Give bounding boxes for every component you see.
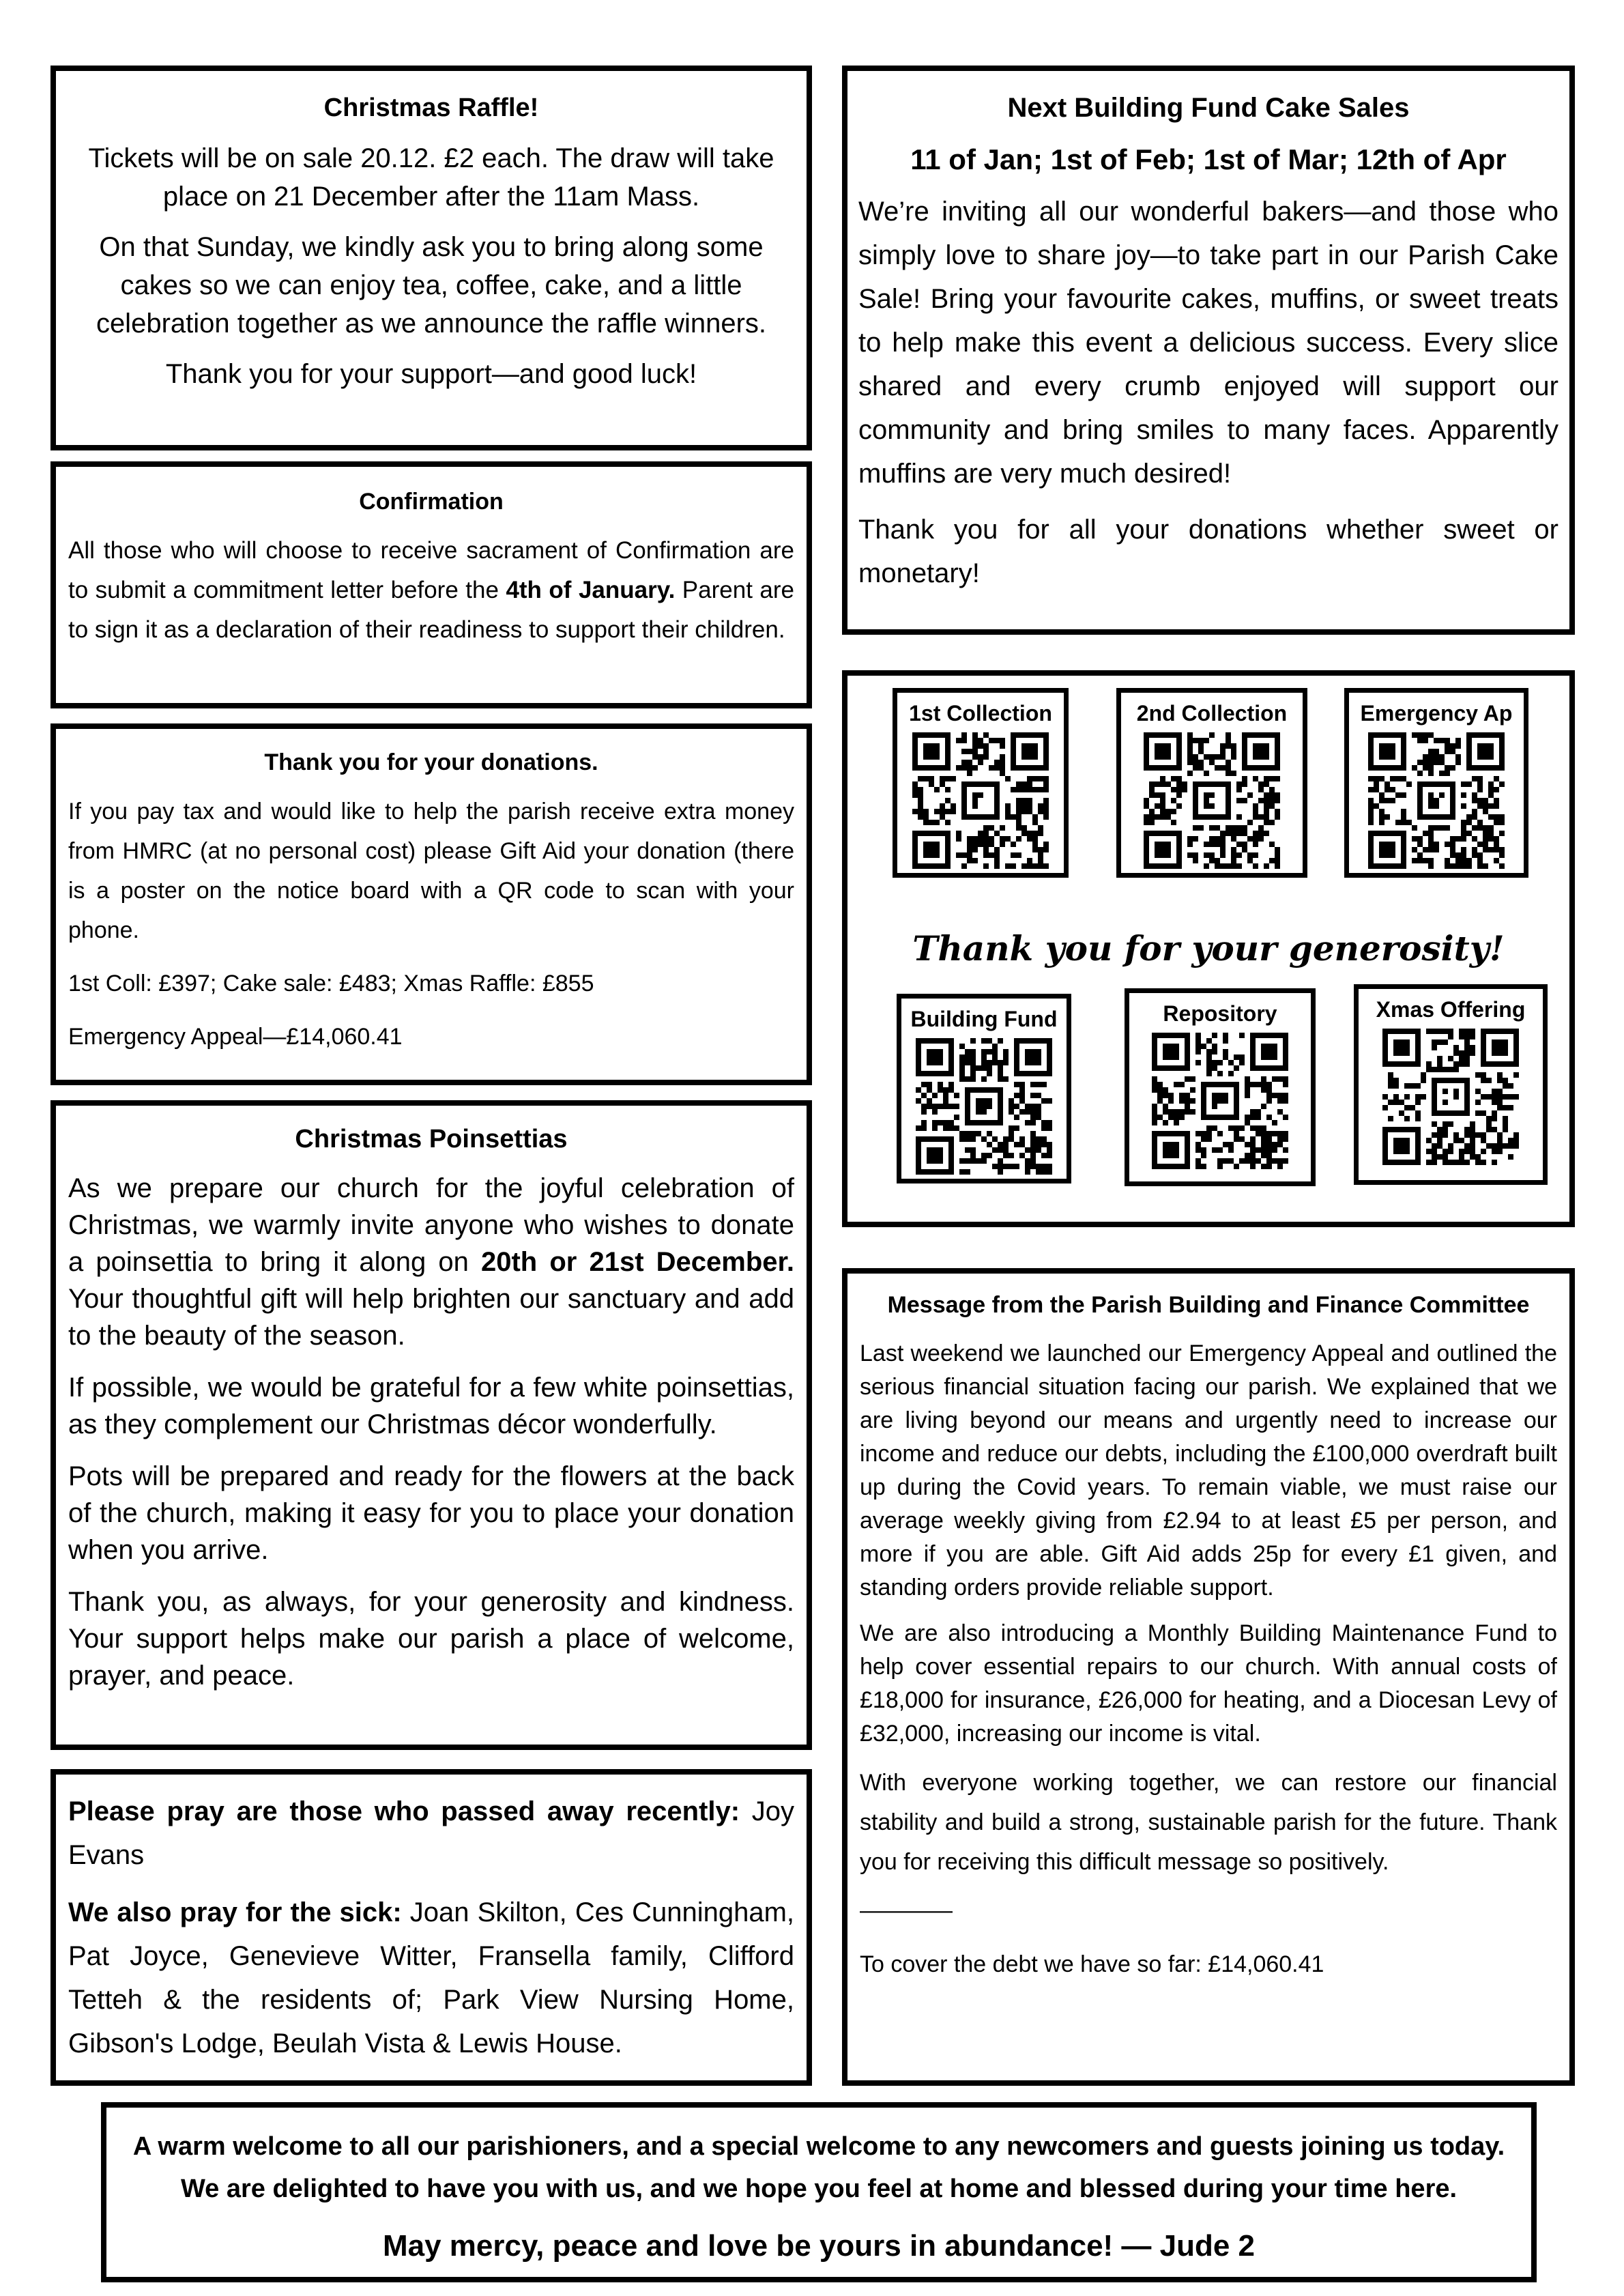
committee-title: Message from the Parish Building and Finance Committee	[887, 1292, 1530, 1318]
confirmation-text-start: All those who will choose to receive sacrament of Confirmation are to submit a commitment letter before the	[68, 537, 794, 603]
confirmation-text-end: Parent are to sign it as a declaration of their readiness to support their children.	[68, 577, 794, 643]
cake-sales-box	[842, 66, 1575, 635]
poinsettias-intro	[68, 1170, 794, 1354]
cake-sales-text: We’re inviting all our wonderful bakers—and those who simply love to share joy—to take part in our Parish Cake Sale! Bring your favourite cakes, muffins, or sweet treats to help make this event a delicious success. Every slice shared and every crumb enjoyed will support our community and bring smiles to many faces. Apparently muffins are very much desired!	[858, 197, 1558, 489]
confirmation-box	[50, 461, 812, 708]
qr-card-1st-collection[interactable]	[893, 688, 1069, 878]
qr-code-icon[interactable]	[912, 732, 1049, 869]
qr-label: Emergency Ap	[1360, 701, 1513, 726]
departed-prayer	[68, 1790, 794, 1877]
confirmation-text	[68, 531, 794, 650]
poinsettias-intro-end: Your thoughtful gift will help brighten our sanctuary and add to the beauty of the season.	[68, 1284, 794, 1351]
raffle-cakes-text: On that Sunday, we kindly ask you to bring along some cakes so we can enjoy tea, coffee, cake, and a little celebration together as we announce the raffle winners.	[96, 232, 767, 339]
committee-debt-total: To cover the debt we have so far: £14,060.41	[860, 1951, 1324, 1977]
qr-codes-panel	[842, 670, 1575, 1227]
cake-sales-dates: 11 of Jan; 1st of Feb; 1st of Mar; 12th of Apr	[910, 143, 1507, 175]
christmas-raffle-box	[50, 66, 812, 450]
poinsettias-white-text: If possible, we would be grateful for a few white poinsettias, as they complement our Christmas décor wonderfully.	[68, 1373, 794, 1439]
donations-title: Thank you for your donations.	[264, 749, 598, 775]
committee-separator: ————	[860, 1897, 953, 1923]
welcome-footer-box	[101, 2102, 1537, 2282]
poinsettias-thanks-text: Thank you, as always, for your generosity and kindness. Your support helps make our parish a place of welcome, prayer, and peace.	[68, 1587, 794, 1691]
poinsettias-box	[50, 1100, 812, 1750]
qr-card-2nd-collection[interactable]	[1116, 688, 1307, 878]
qr-code-icon[interactable]	[1152, 1033, 1288, 1169]
qr-card-building-fund[interactable]	[897, 994, 1071, 1183]
donations-box	[50, 723, 812, 1085]
qr-code-icon[interactable]	[916, 1038, 1052, 1175]
sick-label: We also pray for the sick:	[68, 1897, 402, 1927]
committee-maintenance-text: We are also introducing a Monthly Building Maintenance Fund to help cover essential repairs to our church. With annual costs of £18,000 for insurance, £26,000 for heating, and a Diocesan Levy of £32,000, increasing our income is vital.	[860, 1620, 1557, 1747]
committee-message-box	[842, 1268, 1575, 2086]
qr-label: 1st Collection	[909, 701, 1052, 726]
qr-label: Repository	[1163, 1001, 1277, 1026]
welcome-line-1: A warm welcome to all our parishioners, and a special welcome to any newcomers and guests joining us today.	[132, 2132, 1505, 2161]
cake-sales-thanks: Thank you for all your donations whether sweet or monetary!	[858, 515, 1558, 588]
prayers-box	[50, 1769, 812, 2086]
qr-code-icon[interactable]	[1144, 732, 1280, 869]
confirmation-title: Confirmation	[359, 489, 504, 515]
poinsettias-intro-start: As we prepare our church for the joyful celebration of Christmas, we warmly invite anyone who wishes to donate a poinsettia to bring it along on	[68, 1173, 794, 1277]
qr-label: Xmas Offering	[1376, 997, 1526, 1022]
generosity-tagline: Thank you for your generosity!	[912, 928, 1505, 968]
emergency-appeal-total: Emergency Appeal—£14,060.41	[68, 1024, 403, 1050]
departed-names: Joy Evans	[68, 1796, 794, 1870]
raffle-title: Christmas Raffle!	[323, 94, 539, 122]
collection-totals: 1st Coll: £397; Cake sale: £483; Xmas Raffle: £855	[68, 971, 594, 996]
poinsettias-pots-text: Pots will be prepared and ready for the flowers at the back of the church, making it easy for you to place your donation when you arrive.	[68, 1461, 794, 1565]
sick-names: Joan Skilton, Ces Cunningham, Pat Joyce, Genevieve Witter, Fransella family, Clifford Tetteh & the residents of; Park View Nursing Home, Gibson's Lodge, Beulah Vista & Lewis House.	[68, 1897, 795, 2058]
qr-code-icon[interactable]	[1382, 1029, 1519, 1165]
committee-appeal-text: Last weekend we launched our Emergency Appeal and outlined the serious financial situation facing our parish. We explained that we are living beyond our means and urgently need to increase our income and reduce our debts, including the £100,000 overdraft built up during the Covid years. To remain viable, we must raise our average weekly giving from £2.94 to at least £5 per person, and more if you are able. Gift Aid adds 25p for every £1 given, and standing orders provide reliable support.	[860, 1340, 1557, 1601]
qr-label: 2nd Collection	[1136, 701, 1288, 726]
committee-closing-text: With everyone working together, we can restore our financial stability and build a strong, sustainable parish for the future. Thank you for receiving this difficult message so positively.	[860, 1770, 1557, 1875]
qr-card-repository[interactable]	[1125, 988, 1316, 1186]
confirmation-deadline: 4th of January.	[506, 577, 676, 603]
poinsettias-title: Christmas Poinsettias	[295, 1125, 568, 1153]
qr-card-emergency-appeal[interactable]	[1344, 688, 1528, 878]
qr-code-icon[interactable]	[1368, 732, 1505, 869]
raffle-tickets-text: Tickets will be on sale 20.12. £2 each. The draw will take place on 21 December after the 11am Mass.	[88, 143, 774, 212]
qr-label: Building Fund	[910, 1007, 1058, 1031]
cake-sales-title: Next Building Fund Cake Sales	[1007, 93, 1410, 123]
gift-aid-text: If you pay tax and would like to help the parish receive extra money from HMRC (at no personal cost) please Gift Aid your donation (there is a poster on the notice board with a QR code to scan with your phone.	[68, 799, 794, 943]
poinsettias-dates: 20th or 21st December.	[480, 1247, 794, 1277]
raffle-thanks-text: Thank you for your support—and good luck!	[165, 359, 697, 389]
departed-label: Please pray are those who passed away recently:	[68, 1796, 740, 1826]
scripture-quote: May mercy, peace and love be yours in abundance! — Jude 2	[382, 2229, 1256, 2263]
sick-prayer	[68, 1891, 794, 2065]
welcome-line-2: We are delighted to have you with us, and we hope you feel at home and blessed during your time here.	[180, 2175, 1458, 2203]
qr-card-xmas-offering[interactable]	[1354, 984, 1548, 1185]
